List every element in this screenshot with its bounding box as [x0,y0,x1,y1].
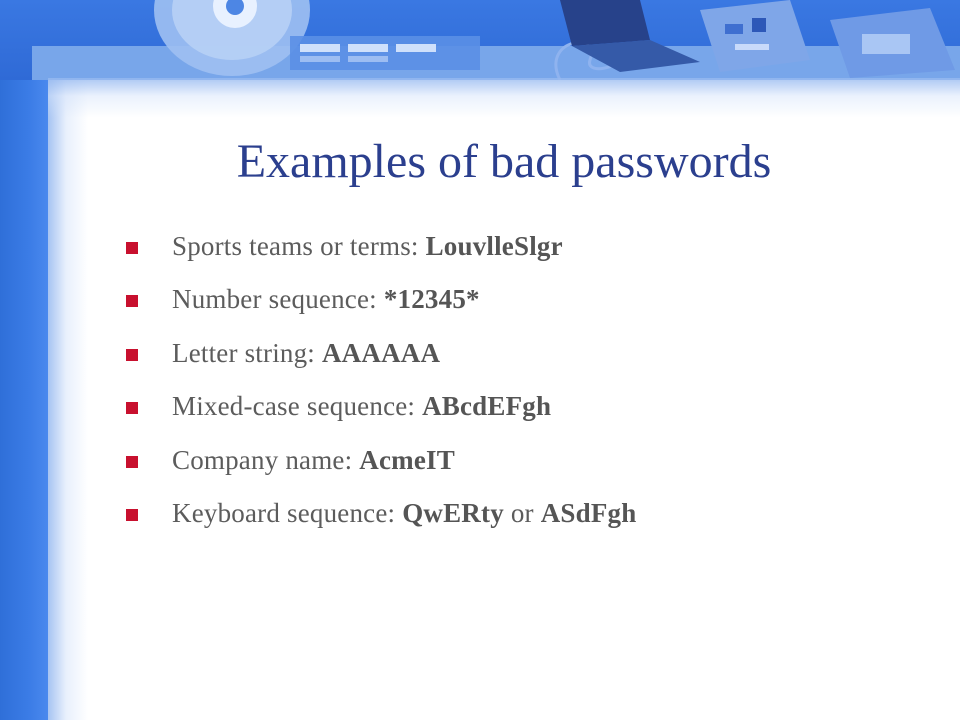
list-item [124,229,924,263]
list-item [124,389,924,423]
list-item [124,443,924,477]
item-label: Number sequence: [172,284,384,315]
computer-hardware-banner-image [0,0,960,80]
item-label: Sports teams or terms: [172,231,426,261]
item-label: Mixed-case sequence: [172,391,423,422]
bullet-list [124,229,924,549]
circuit-board-icon [700,0,810,72]
laptop-icon [560,0,700,72]
cd-disc-icon [154,0,310,76]
network-device-icon [290,36,480,70]
left-blue-border [0,0,48,720]
list-item [124,496,924,530]
list-item [124,336,924,370]
item-label: Letter string: [172,337,322,368]
square-bullet-icon [126,295,138,307]
item-example: AcmeIT [359,444,455,475]
item-example: AAAAAA [321,337,441,368]
item-example: ABcdEFgh [422,391,552,422]
square-bullet-icon [126,242,138,254]
slide-title: Examples of bad passwords [236,135,772,188]
list-item [124,282,924,316]
square-bullet-icon [126,402,138,414]
item-example-2: ASdFgh [540,497,637,528]
peripheral-icon [830,8,955,78]
square-bullet-icon [126,349,138,361]
item-example: QwERty [402,497,504,528]
square-bullet-icon [126,509,138,521]
banner-shadow [48,78,960,118]
header-banner [0,0,960,80]
item-example: LouvlleSlgr [425,231,563,261]
item-connector: or [503,497,541,528]
item-label: Company name: [172,444,360,475]
item-example: *12345* [383,284,480,315]
item-label: Keyboard sequence: [172,497,403,528]
square-bullet-icon [126,456,138,468]
